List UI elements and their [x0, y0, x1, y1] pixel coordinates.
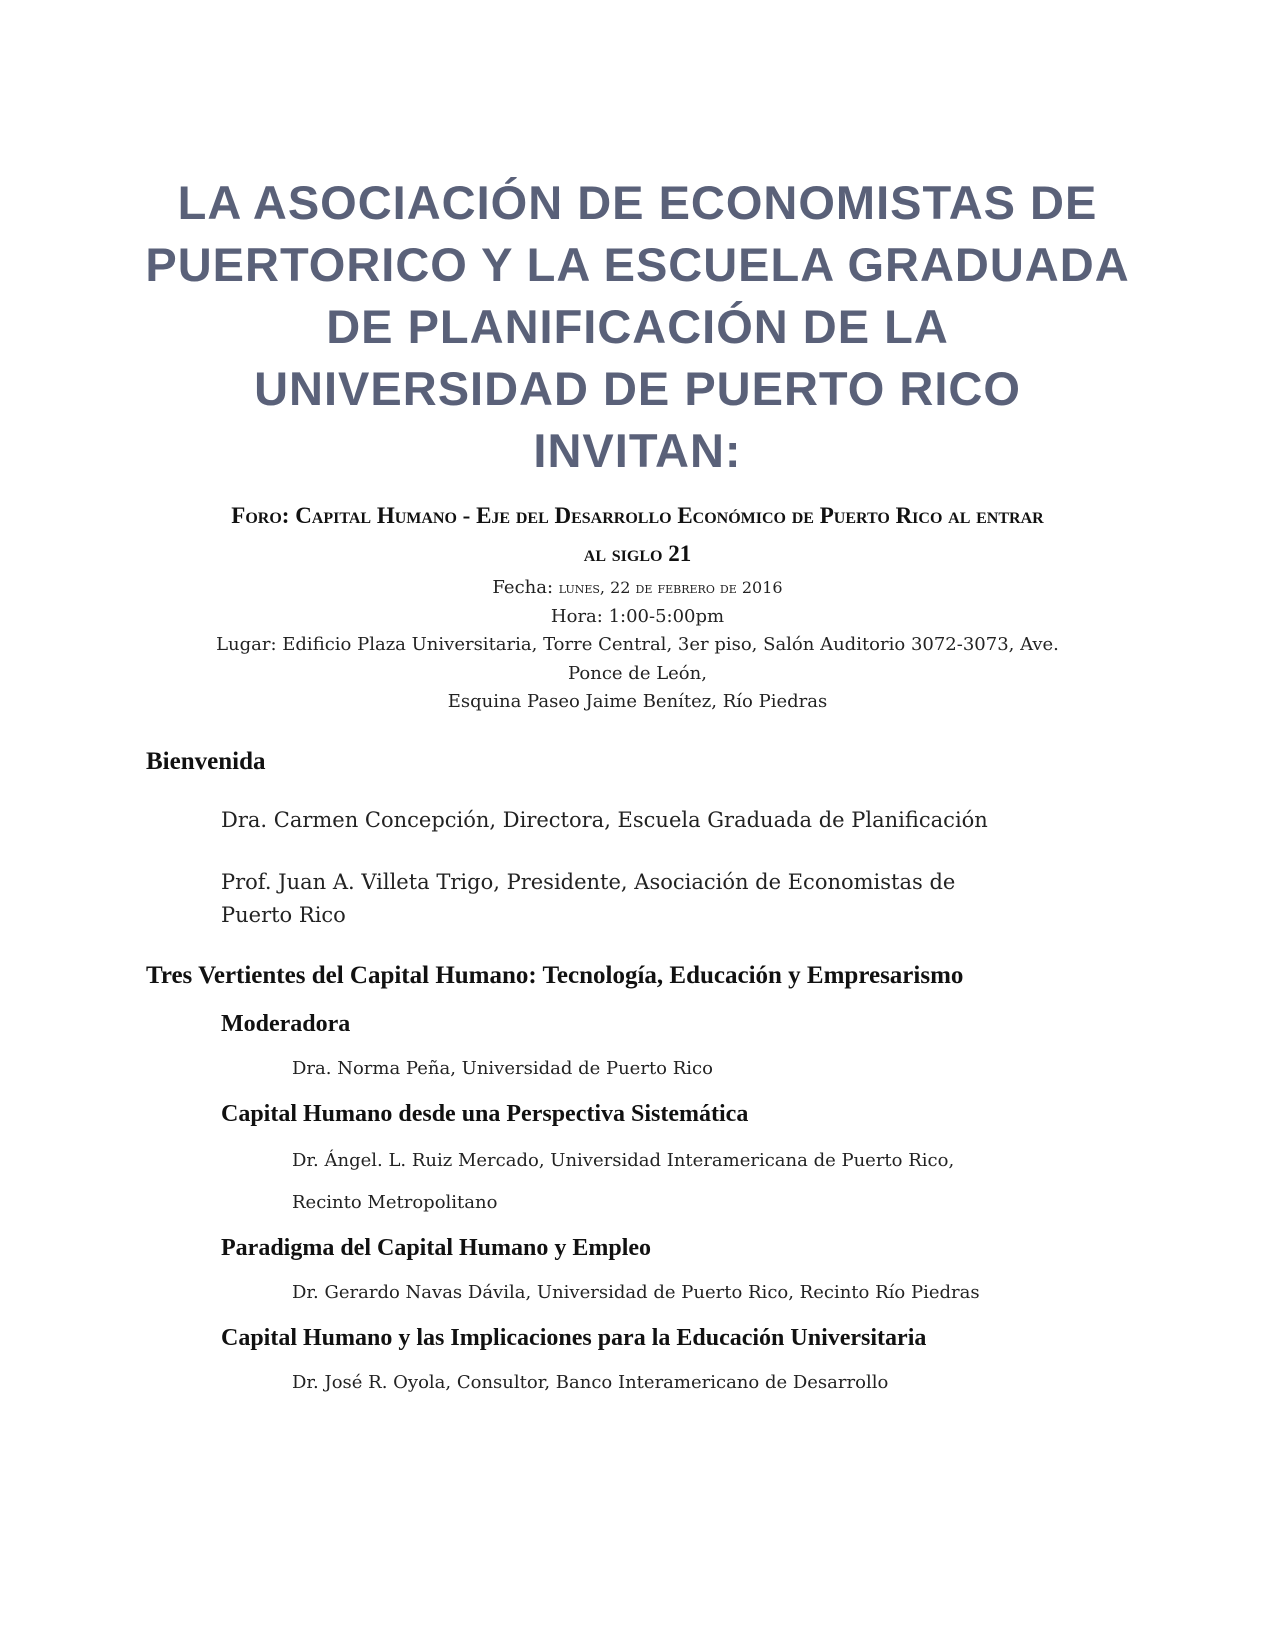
event-place: Esquina Paseo Jaime Benítez, Río Piedras: [447, 691, 828, 712]
welcome-speaker: [221, 866, 1101, 932]
panel-item-title: Capital Humano y las Implicaciones para la Educación Universitaria: [221, 1325, 927, 1351]
event-date: [140, 574, 1135, 603]
title-line: UNIVERSIDAD DE PUERTO RICO: [254, 362, 1021, 415]
panel-item-speaker: [292, 1140, 1092, 1224]
panel-heading: Tres Vertientes del Capital Humano: Tecnología, Educación y Empresarismo: [146, 962, 964, 989]
title-line: DE PLANIFICACIÓN DE LA: [326, 300, 949, 353]
welcome-heading: Bienvenida: [146, 748, 266, 775]
welcome-speaker: Dra. Carmen Concepción, Directora, Escuela Graduada de Planificación: [221, 808, 988, 832]
forum-title-line: al siglo 21: [583, 541, 692, 566]
event-time: Hora: 1:00-5:00pm: [550, 605, 725, 627]
forum-title: [140, 497, 1135, 573]
event-details: [140, 574, 1135, 717]
speaker-line: Dr. Ángel. L. Ruiz Mercado, Universidad Interamericana de Puerto Rico,: [292, 1150, 955, 1171]
panel-item-title: Moderadora: [221, 1011, 351, 1037]
welcome-speaker-line: Puerto Rico: [221, 903, 346, 927]
welcome-speaker-line: Prof. Juan A. Villeta Trigo, Presidente, Asociación de Economistas de: [221, 870, 956, 894]
speaker-line: Dr. José R. Oyola, Consultor, Banco Interamericano de Desarrollo: [292, 1372, 889, 1393]
panel-item-title: Capital Humano desde una Perspectiva Sistemática: [221, 1101, 749, 1127]
invitation-title: [140, 172, 1135, 482]
panel-item-title: Paradigma del Capital Humano y Empleo: [221, 1235, 652, 1261]
event-place: Lugar: Edificio Plaza Universitaria, Torre Central, 3er piso, Salón Auditorio 3072-3073, Ave.: [216, 634, 1059, 655]
panel-item-speaker: [292, 1048, 1092, 1090]
speaker-line: Recinto Metropolitano: [292, 1192, 498, 1213]
title-line: LA ASOCIACIÓN DE ECONOMISTAS DE: [177, 176, 1098, 229]
panel-item-speaker: [292, 1272, 1092, 1314]
panel-item-speaker: [292, 1362, 1092, 1404]
forum-title-line: Foro: Capital Humano - Eje del Desarrollo Económico de Puerto Rico al entrar: [231, 503, 1044, 528]
date-value: lunes, 22 de febrero de 2016: [558, 578, 783, 597]
title-line: PUERTORICO Y LA ESCUELA GRADUADA: [145, 238, 1130, 291]
title-line: INVITAN:: [533, 424, 742, 477]
event-place: Ponce de León,: [568, 662, 707, 684]
speaker-line: Dra. Norma Peña, Universidad de Puerto Rico: [292, 1058, 713, 1079]
speaker-line: Dr. Gerardo Navas Dávila, Universidad de Puerto Rico, Recinto Río Piedras: [292, 1282, 980, 1303]
date-label: Fecha:: [492, 577, 559, 598]
